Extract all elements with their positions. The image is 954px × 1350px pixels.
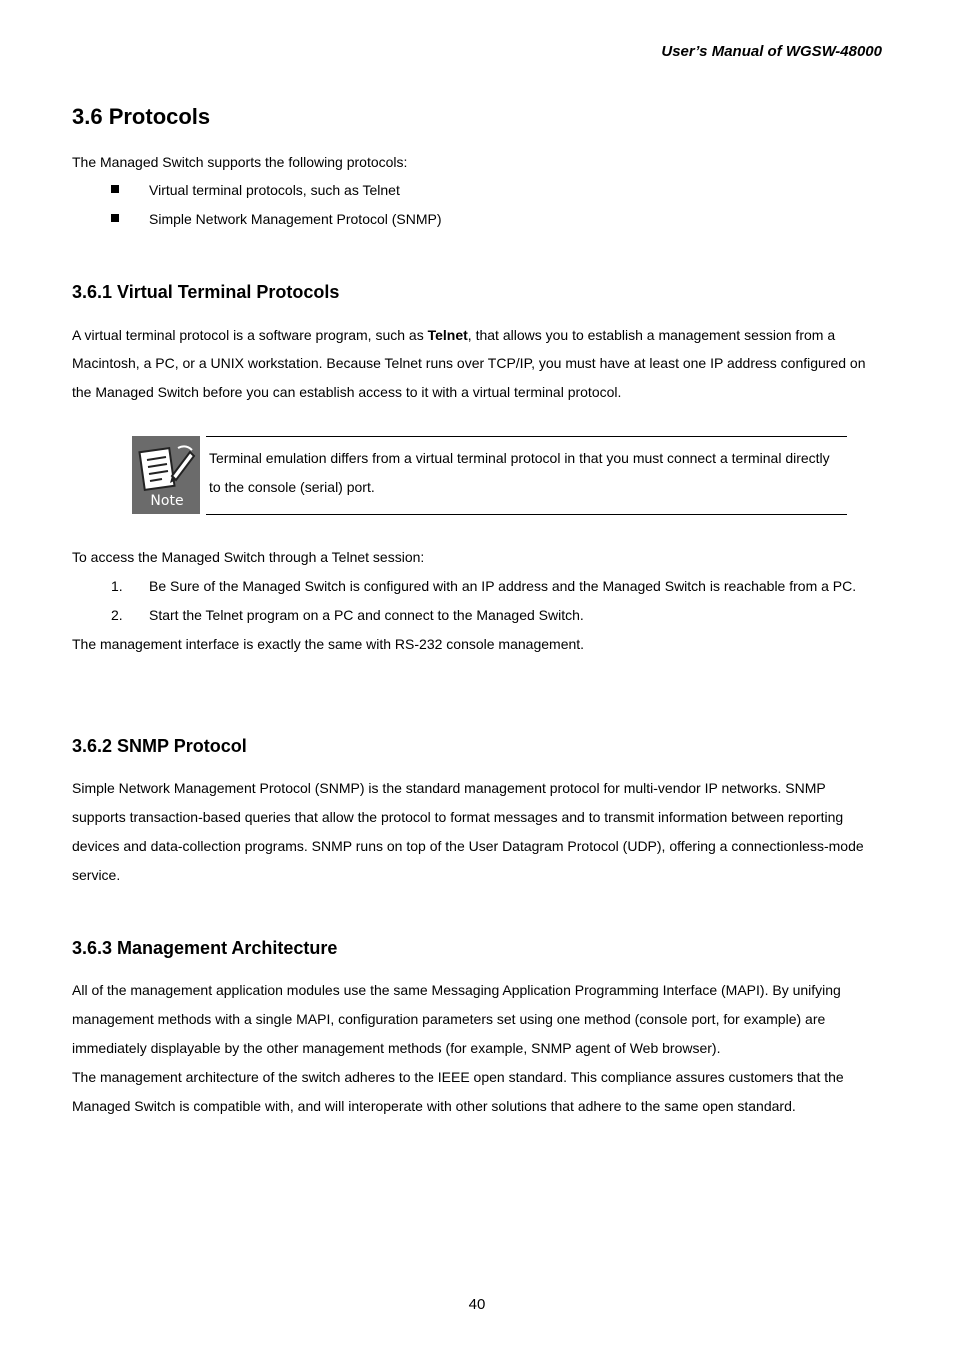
paragraph-line: All of the management application modules use the same Messaging Application Programming Interface (MAPI). By unifying [72,982,841,998]
bullet-item: Simple Network Management Protocol (SNMP) [149,211,442,227]
note-pen-icon [132,436,200,514]
note-text: to the console (serial) port. [209,479,375,495]
telnet-emphasis: Telnet [427,327,468,343]
note-top-rule [206,436,847,437]
paragraph-line: management methods with a single MAPI, configuration parameters set using one method (console port, for example) are [72,1011,826,1027]
step-number: 2. [111,607,123,623]
note-bottom-rule [206,514,847,515]
paragraph-line [72,327,835,343]
step-text: Be Sure of the Managed Switch is configured with an IP address and the Managed Switch is reachable from a PC. [149,578,857,594]
paragraph-line: devices and data-collection programs. SNMP runs on top of the User Datagram Protocol (UDP), offering a connectionless-mode [72,838,864,854]
bullet-square-icon [111,214,119,222]
paragraph-line: Macintosh, a PC, or a UNIX workstation. Because Telnet runs over TCP/IP, you must have at least one IP address configured on [72,355,866,371]
paragraph-line: supports transaction-based queries that allow the protocol to format messages and to transmit information between reporting [72,809,844,825]
subsection-title-snmp: 3.6.2 SNMP Protocol [72,736,247,756]
section-title: 3.6 Protocols [72,104,211,129]
bullet-square-icon [111,185,119,193]
access-intro: To access the Managed Switch through a Telnet session: [72,549,425,565]
closing-text: The management interface is exactly the same with RS-232 console management. [72,636,585,652]
page-number: 40 [468,1296,486,1313]
paragraph-line: service. [72,867,121,883]
manual-header: User’s Manual of WGSW-48000 [661,43,882,60]
text-run: , that allows you to establish a management session from a [467,327,836,343]
paragraph-line: Managed Switch is compatible with, and will interoperate with other solutions that adhere to the same open standard. [72,1098,796,1114]
section-intro: The Managed Switch supports the following protocols: [72,154,408,170]
paragraph-line: Simple Network Management Protocol (SNMP) is the standard management protocol for multi-vendor IP networks. SNMP [72,780,826,796]
text-run: A virtual terminal protocol is a software program, such as [72,327,428,343]
step-text: Start the Telnet program on a PC and connect to the Managed Switch. [149,607,584,623]
paragraph-line: immediately displayable by the other management methods (for example, SNMP agent of Web browser). [72,1040,721,1056]
paragraph-line: the Managed Switch before you can establish access to it with a virtual terminal protocol. [72,384,622,400]
subsection-title-mgmt: 3.6.3 Management Architecture [72,938,338,958]
subsection-title-vt: 3.6.1 Virtual Terminal Protocols [72,282,340,302]
note-text: Terminal emulation differs from a virtual terminal protocol in that you must connect a terminal directly [209,450,830,466]
bullet-item: Virtual terminal protocols, such as Telnet [149,182,400,198]
note-icon [132,436,200,514]
note-icon-label: Note [150,493,184,509]
step-number: 1. [111,578,123,594]
paragraph-line: The management architecture of the switch adheres to the IEEE open standard. This compliance assures customers that the [72,1069,844,1085]
